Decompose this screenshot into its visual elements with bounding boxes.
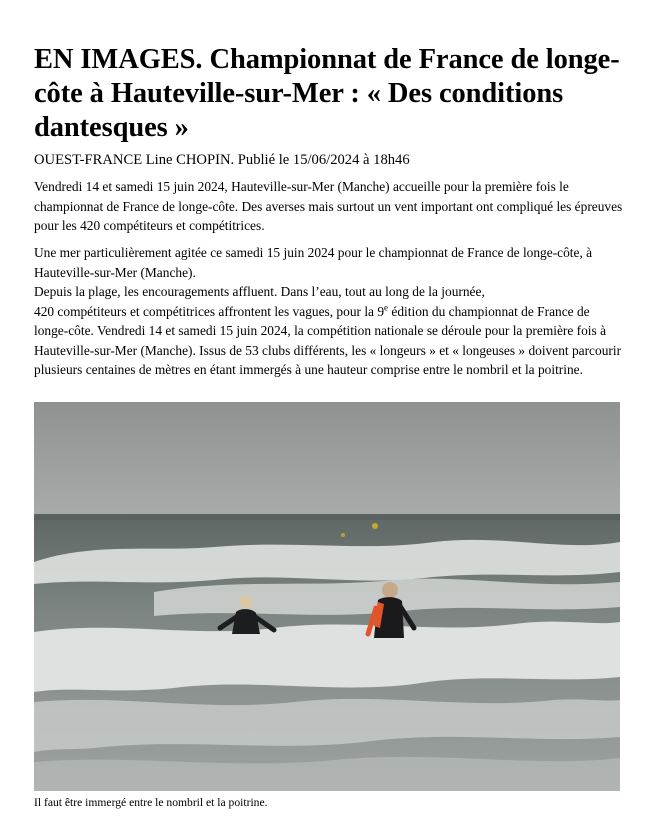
body-paragraph-1: Une mer particulièrement agitée ce samedi 15 juin 2024 pour le championnat de France de longe-côte, à Hauteville-sur-Mer (Manche). <box>34 245 593 280</box>
article-lead: Vendredi 14 et samedi 15 juin 2024, Hauteville-sur-Mer (Manche) accueille pour la première fois le championnat de France de longe-côte. Des averses mais surtout un vent important ont compliqué les épreuves pour les 420 compétiteurs et compétitrices. <box>34 179 623 233</box>
body-paragraph-2: Depuis la plage, les encouragements affluent. Dans l’eau, tout au long de la journée, <box>34 284 485 299</box>
article-body <box>34 243 626 380</box>
sky-area <box>34 402 620 520</box>
ordinal-superscript: e <box>384 302 389 313</box>
buoy-icon <box>372 523 378 529</box>
article-photo <box>34 402 620 791</box>
photo-caption: Il faut être immergé entre le nombril et la poitrine. <box>34 796 268 809</box>
body-paragraph-3-start: 420 compétiteurs et compétitrices affrontent les vagues, pour la 9 <box>34 303 385 319</box>
article-byline: OUEST-FRANCE Line CHOPIN. Publié le 15/06/2024 à 18h46 <box>34 152 410 168</box>
article-headline: EN IMAGES. Championnat de France de longe-côte à Hauteville-sur-Mer : « Des conditions dantesques » <box>34 44 620 143</box>
body-paragraph-3-end: édition du championnat de France de longe-côte. Vendredi 14 et samedi 15 juin 2024, la compétition nationale se déroule pour la première fois à Hauteville-sur-Mer (Manche). Issus de 53 clubs différents, les « longeurs » et « longeuses » doivent parcourir plusieurs centaines de mètres en étant immergés à une hauteur comprise entre le nombril et la poitrine. <box>34 303 622 377</box>
body-paragraph-3 <box>34 304 621 378</box>
sea-photo-illustration <box>34 402 620 791</box>
